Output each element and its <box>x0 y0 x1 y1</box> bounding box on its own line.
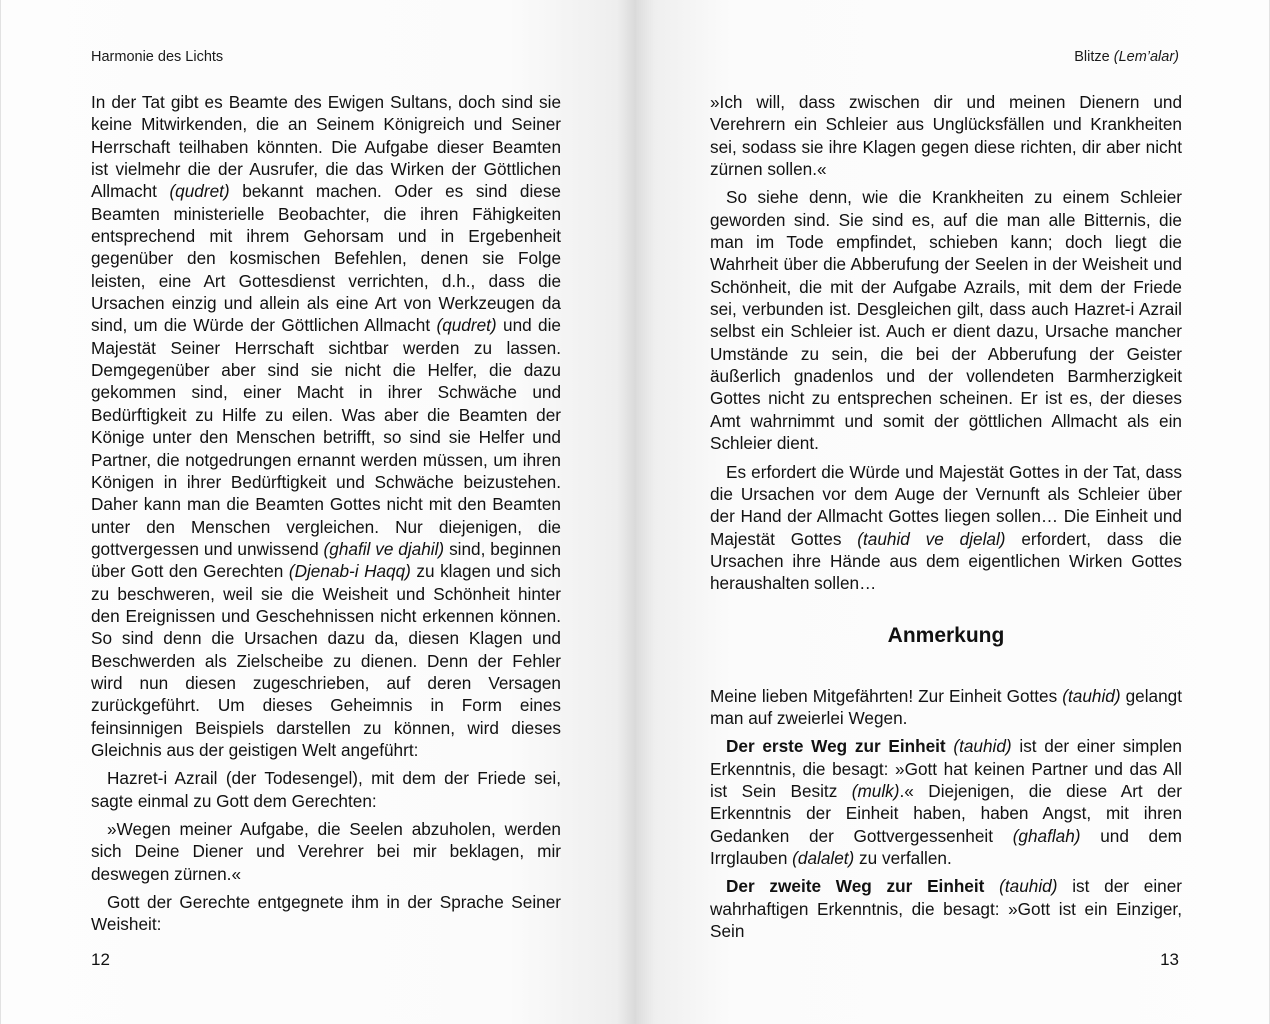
section-heading: Anmerkung <box>887 623 1005 647</box>
running-head-right: Blitze (Lem’alar) <box>1074 49 1179 65</box>
body-paragraph: Der zweite Weg zur Einheit (tauhid) ist der einer wahrhaftigen Erkenntnis, die besagt: »Gott ist ein Einziger, Sein <box>710 876 1182 941</box>
page-number-left: 12 <box>91 950 110 969</box>
body-paragraph: »Wegen meiner Aufgabe, die Seelen abzuholen, werden sich Deine Diener und Verehrer bei mir beklagen, mir deswegen zürnen.« <box>91 819 561 884</box>
body-paragraph: »Ich will, dass zwischen dir und meinen Dienern und Verehrern ein Schleier aus Unglücksfällen und Krankheiten sei, sodass sie ihre Klagen gegen diese richten, dir aber nicht zürnen sollen.« <box>710 92 1182 180</box>
body-paragraph: In der Tat gibt es Beamte des Ewigen Sultans, doch sind sie keine Mitwirkenden, die an Seinem Königreich und Seiner Herrschaft teilhaben könnten. Die Aufgabe dieser Beamten ist vielmehr die der Ausrufer, die das Wirken der Göttlichen Allmacht (qudret) bekannt machen. Oder es sind diese Beamten ministerielle Beobachter, die ihren Fähigkeiten entsprechend mit ihrem Gehorsam und in Ergebenheit gegenüber den kosmischen Befehlen, denen sie Folge leisten, eine Art Gottesdienst verrichten, d.h., dass die Ursachen einzig und allein als eine Art von Werkzeugen da sind, um die Würde der Göttlichen Allmacht (qudret) und die Majestät Seiner Herrschaft sichtbar werden zu lassen. Demgegenüber aber sind sie nicht die Helfer, die dazu gekommen sind, einer Macht in ihrer Schwäche und Bedürftigkeit zu Hilfe zu eilen. Was aber die Beamten der Könige unter den Menschen betrifft, so sind sie Helfer und Partner, die notgedrungen ernannt werden müssen, um ihren Königen in ihrer Bedürftigkeit und Schwäche beizustehen. Daher kann man die Beamten Gottes nicht mit den Beamten unter den Menschen vergleichen. Nur diejenigen, die gottvergessen und unwissend (ghafil ve djahil) sind, beginnen über Gott den Gerechten (Djenab-i Haqq) zu klagen und sich zu beschweren, weil sie die Weisheit und Schönheit hinter den Ereignissen und Geschehnissen nicht erkennen können. So sind denn die Ursachen dazu da, diesen Klagen und Beschwerden als Zielscheibe zu dienen. Denn der Fehler wird nun diesen zugeschrieben, auf deren Versagen zurückgeführt. Um dieses Geheimnis in Form eines feinsinnigen Beispiels darstellen zu können, wird dieses Gleichnis aus der geistigen Welt angeführt: <box>91 92 561 760</box>
left-page-body <box>91 91 561 936</box>
body-paragraph: Der erste Weg zur Einheit (tauhid) ist der einer simplen Erkenntnis, die besagt: »Gott hat keinen Partner und das All ist Sein Besitz (mulk).« Diejenigen, die diese Art der Erkenntnis der Einheit haben, haben Angst, mit ihren Gedanken der Gottvergessenheit (ghaflah) und dem Irrglauben (dalalet) zu verfallen. <box>710 736 1183 868</box>
body-paragraph: Es erfordert die Würde und Majestät Gottes in der Tat, dass die Ursachen vor dem Auge der Vernunft als Schleier über der Hand der Allmacht Gottes liegen sollen… Die Einheit und Majestät Gottes (tauhid ve djelal) erfordert, dass die Ursachen ihre Hände aus dem eigentlichen Wirken Gottes heraushalten sollen… <box>710 461 1182 594</box>
right-page <box>636 0 1270 1024</box>
body-paragraph: Meine lieben Mitgefährten! Zur Einheit Gottes (tauhid) gelangt man auf zweierlei Wegen. <box>710 685 1182 728</box>
page-number-right: 13 <box>1160 950 1179 969</box>
right-page-body <box>710 91 1182 942</box>
running-head-left: Harmonie des Lichts <box>91 49 224 65</box>
body-paragraph: Hazret-i Azrail (der Todesengel), mit dem der Friede sei, sagte einmal zu Gott dem Gerechten: <box>91 768 561 811</box>
body-paragraph: Gott der Gerechte entgegnete ihm in der Sprache Seiner Weisheit: <box>91 892 561 935</box>
body-paragraph: So siehe denn, wie die Krankheiten zu einem Schleier geworden sind. Sie sind es, auf die man alle Bitternis, die man im Tode empfindet, schieben kann; doch liegt die Wahrheit über die Abberufung der Seelen in der Weisheit und Schönheit, die mit der Aufgabe Azrails, mit dem der Friede sei, verbunden ist. Desgleichen gilt, dass auch Hazret-i Azrail selbst ein Schleier ist. Auch er dient dazu, Ursache mancher Umstände zu sein, die bei der Abberufung der Geister äußerlich gnadenlos und der vollendeten Barmherzigkeit Gottes nicht zu entsprechen scheinen. Er ist es, der dieses Amt wahrnimmt und somit der göttlichen Allmacht als ein Schleier dient. <box>710 187 1182 454</box>
